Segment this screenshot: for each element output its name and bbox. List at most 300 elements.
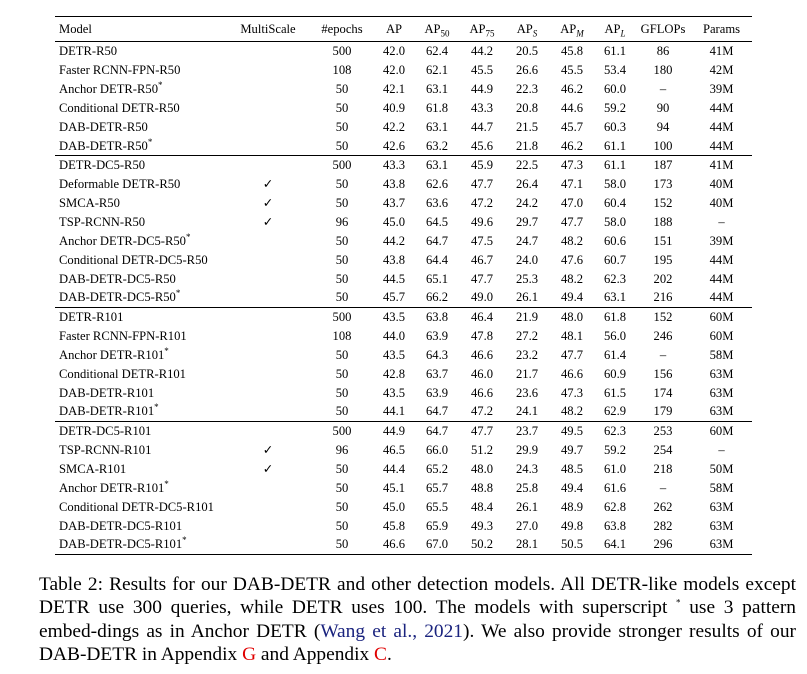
ap-cell: 45.8	[382, 518, 406, 533]
epochs-cell: 50	[335, 177, 349, 192]
epochs-cell: 96	[335, 443, 349, 458]
apl-cell: 60.9	[603, 366, 627, 381]
header-model: Model	[59, 22, 92, 36]
table-row	[55, 117, 752, 136]
apl-cell: 62.3	[603, 271, 627, 286]
gflops-cell: 262	[653, 499, 673, 514]
apm-cell: 44.6	[560, 100, 584, 115]
apm-cell: 46.6	[560, 366, 584, 381]
ap75-cell: 46.4	[470, 310, 494, 325]
model-name: Anchor DETR-R101	[59, 347, 165, 362]
model-name: Faster RCNN-FPN-R50	[59, 63, 181, 78]
ap50-cell: 63.8	[425, 310, 449, 325]
aps-cell: 22.3	[515, 82, 539, 97]
aps-cell: 23.2	[515, 347, 539, 362]
ap75-cell: 50.2	[470, 537, 494, 552]
apl-cell: 61.5	[603, 385, 627, 400]
ap75-cell: 45.6	[470, 138, 494, 153]
gflops-cell: 151	[653, 233, 673, 248]
ap75-cell: 47.8	[470, 329, 494, 344]
ap75-cell: 46.0	[470, 366, 494, 381]
appendix-g-link[interactable]: G	[242, 643, 257, 665]
model-name: Deformable DETR-R50	[59, 177, 181, 192]
aps-cell: 28.1	[515, 537, 539, 552]
params-cell: 63M	[709, 404, 734, 419]
gflops-cell: 94	[656, 119, 670, 134]
model-name: DAB-DETR-R50	[59, 138, 148, 153]
params-cell: 44M	[709, 119, 734, 134]
gflops-cell: 246	[653, 329, 673, 344]
ap-cell: 43.3	[382, 158, 406, 173]
table-group-r101	[55, 307, 752, 421]
pattern-superscript: *	[164, 478, 169, 489]
ap50-cell: 64.3	[425, 347, 449, 362]
aps-cell: 29.7	[515, 215, 539, 230]
params-cell: 44M	[709, 290, 734, 305]
apl-cell: 60.3	[603, 119, 627, 134]
multiscale-cell	[225, 99, 311, 118]
gflops-cell: 173	[653, 177, 673, 192]
header-apm: $AP_M$	[560, 22, 584, 39]
table-row	[55, 460, 752, 479]
ap50-cell: 62.6	[425, 177, 449, 192]
model-name: DAB-DETR-DC5-R101	[59, 518, 183, 533]
model-cell	[55, 156, 225, 175]
params-cell: 63M	[709, 537, 734, 552]
epochs-cell: 500	[332, 424, 352, 439]
header-aps: $AP_S$	[516, 22, 538, 39]
aps-cell: 26.4	[515, 177, 539, 192]
ap-cell: 43.5	[382, 385, 406, 400]
multiscale-cell: ✓	[262, 177, 274, 192]
table-group-dc5-r50	[55, 156, 752, 308]
model-name: Anchor DETR-R50	[59, 82, 158, 97]
apm-cell: 48.9	[560, 499, 584, 514]
apm-cell: 48.1	[560, 329, 584, 344]
multiscale-cell: ✓	[262, 196, 274, 211]
gflops-cell: 174	[653, 385, 673, 400]
params-cell: 41M	[709, 158, 734, 173]
aps-cell: 21.8	[515, 138, 539, 153]
apl-cell: 64.1	[603, 537, 627, 552]
gflops-cell: 187	[653, 158, 673, 173]
ap50-cell: 64.7	[425, 404, 449, 419]
params-cell: 44M	[709, 252, 734, 267]
aps-cell: 21.9	[515, 310, 539, 325]
model-cell	[55, 42, 225, 61]
table-row	[55, 516, 752, 535]
ap-cell: 44.1	[382, 404, 406, 419]
multiscale-cell	[225, 497, 311, 516]
model-name: DETR-DC5-R50	[59, 158, 146, 173]
epochs-cell: 50	[335, 196, 349, 211]
model-name: Anchor DETR-R101	[59, 480, 165, 495]
multiscale-cell	[225, 402, 311, 421]
epochs-cell: 50	[335, 233, 349, 248]
gflops-cell: 86	[656, 44, 670, 59]
multiscale-cell: ✓	[262, 461, 274, 476]
params-cell: 63M	[709, 499, 734, 514]
model-cell	[55, 441, 225, 460]
apl-cell: 62.9	[603, 404, 627, 419]
gflops-cell: 188	[653, 215, 673, 230]
multiscale-cell	[225, 136, 311, 155]
apl-cell: 59.2	[603, 443, 627, 458]
ap-cell: 42.2	[382, 119, 406, 134]
multiscale-cell	[225, 269, 311, 288]
apm-cell: 45.5	[560, 63, 584, 78]
apl-cell: 56.0	[603, 329, 627, 344]
apm-cell: 47.3	[560, 158, 584, 173]
apl-cell: 61.4	[603, 347, 627, 362]
apm-cell: 46.2	[560, 82, 584, 97]
pattern-superscript: *	[147, 136, 153, 147]
ap50-cell: 62.4	[425, 44, 449, 59]
aps-cell: 24.2	[515, 196, 539, 211]
gflops-cell: –	[659, 82, 667, 97]
caption-text-4: and Appendix	[256, 643, 375, 665]
ap-cell: 42.8	[382, 366, 406, 381]
epochs-cell: 500	[332, 158, 352, 173]
gflops-cell: 180	[653, 63, 673, 78]
gflops-cell: –	[659, 480, 667, 495]
ap-cell: 45.0	[382, 499, 406, 514]
apm-cell: 47.1	[560, 177, 584, 192]
apm-cell: 49.4	[560, 480, 584, 495]
apl-cell: 61.8	[603, 310, 627, 325]
params-cell: 40M	[709, 196, 734, 211]
ap-cell: 43.5	[382, 310, 406, 325]
ap50-cell: 63.7	[425, 366, 449, 381]
apm-cell: 48.2	[560, 404, 584, 419]
apl-cell: 60.0	[603, 82, 627, 97]
multiscale-cell	[225, 516, 311, 535]
ap75-cell: 48.0	[470, 461, 494, 476]
pattern-superscript: *	[158, 79, 163, 90]
aps-cell: 23.6	[515, 385, 539, 400]
caption-text-2: use 3 pattern embed-dings as in Anchor DETR (	[39, 597, 796, 642]
table-row	[55, 80, 752, 99]
aps-cell: 29.9	[515, 443, 539, 458]
aps-cell: 20.5	[515, 44, 539, 59]
params-cell: 58M	[709, 347, 734, 362]
aps-cell: 25.3	[515, 271, 539, 286]
table-row	[55, 61, 752, 80]
header-epochs: #epochs	[321, 22, 363, 36]
ap75-cell: 45.5	[470, 63, 494, 78]
ap50-cell: 67.0	[425, 537, 449, 552]
aps-cell: 24.1	[515, 404, 539, 419]
gflops-cell: 218	[653, 461, 673, 476]
gflops-cell: 179	[653, 404, 673, 419]
ap50-cell: 64.7	[425, 424, 449, 439]
aps-cell: 27.0	[515, 518, 539, 533]
epochs-cell: 50	[335, 252, 349, 267]
model-cell	[55, 307, 225, 326]
table-row	[55, 136, 752, 155]
gflops-cell: 152	[653, 196, 673, 211]
model-name: Conditional DETR-DC5-R50	[59, 252, 208, 267]
params-cell: 58M	[709, 480, 734, 495]
caption-text-3: ). We also provide stronger results of our DAB-DETR in Appendix	[39, 620, 796, 665]
aps-cell: 26.1	[515, 499, 539, 514]
ap50-cell: 63.2	[425, 138, 449, 153]
apl-cell: 61.1	[603, 138, 627, 153]
model-name: DAB-DETR-R50	[59, 119, 148, 134]
ap50-cell: 61.8	[425, 100, 449, 115]
header-ap75: $AP_{75}$	[469, 22, 495, 39]
table-row	[55, 175, 752, 194]
aps-cell: 21.5	[515, 119, 539, 134]
ap-cell: 40.9	[382, 100, 406, 115]
aps-cell: 26.1	[515, 290, 539, 305]
table-row	[55, 99, 752, 118]
epochs-cell: 50	[335, 385, 349, 400]
ap75-cell: 49.6	[470, 215, 494, 230]
epochs-cell: 50	[335, 290, 349, 305]
apm-cell: 48.2	[560, 233, 584, 248]
model-name: SMCA-R101	[59, 461, 127, 476]
params-cell: –	[718, 215, 725, 230]
ap-cell: 44.0	[382, 329, 406, 344]
ap50-cell: 64.7	[425, 233, 449, 248]
table-row	[55, 497, 752, 516]
multiscale-cell: ✓	[262, 443, 274, 458]
params-cell: 63M	[709, 385, 734, 400]
apl-cell: 58.0	[603, 177, 627, 192]
apl-cell: 60.6	[603, 233, 627, 248]
table-row	[55, 346, 752, 365]
aps-cell: 24.3	[515, 461, 539, 476]
ap-cell: 44.4	[382, 461, 406, 476]
ap50-cell: 63.1	[425, 158, 449, 173]
multiscale-cell	[225, 383, 311, 402]
ap75-cell: 48.4	[470, 499, 494, 514]
ap50-cell: 63.6	[425, 196, 449, 211]
params-cell: –	[718, 443, 725, 458]
params-cell: 50M	[709, 461, 734, 476]
multiscale-cell	[225, 117, 311, 136]
multiscale-cell	[225, 231, 311, 250]
model-cell	[55, 175, 225, 194]
epochs-cell: 108	[332, 329, 352, 344]
epochs-cell: 50	[335, 119, 349, 134]
epochs-cell: 50	[335, 100, 349, 115]
model-cell	[55, 231, 225, 250]
epochs-cell: 108	[332, 63, 352, 78]
header-gflops: GFLOPs	[640, 22, 686, 36]
gflops-cell: 216	[653, 290, 673, 305]
ap75-cell: 44.2	[470, 44, 494, 59]
multiscale-cell	[225, 364, 311, 383]
header-ap50: $AP_{50}$	[424, 22, 450, 39]
ap75-cell: 47.7	[470, 271, 494, 286]
aps-cell: 25.8	[515, 480, 539, 495]
ap-cell: 44.9	[382, 424, 406, 439]
ap50-cell: 66.0	[425, 443, 449, 458]
apm-cell: 48.2	[560, 271, 584, 286]
model-cell	[55, 327, 225, 346]
pattern-superscript: *	[182, 535, 187, 546]
table-row	[55, 250, 752, 269]
gflops-cell: 254	[653, 443, 673, 458]
multiscale-cell	[225, 61, 311, 80]
ap50-cell: 63.1	[425, 82, 449, 97]
params-cell: 63M	[709, 518, 734, 533]
table-group-dc5-r101	[55, 421, 752, 554]
params-cell: 44M	[709, 271, 734, 286]
table-row	[55, 213, 752, 232]
ap50-cell: 66.2	[425, 290, 449, 305]
multiscale-cell	[225, 156, 311, 175]
citation-link[interactable]: Wang et al., 2021	[320, 620, 463, 642]
ap75-cell: 46.6	[470, 347, 494, 362]
params-cell: 42M	[709, 63, 734, 78]
model-cell	[55, 383, 225, 402]
params-cell: 44M	[709, 138, 734, 153]
model-name: DAB-DETR-R101	[59, 404, 155, 419]
table-row	[55, 441, 752, 460]
model-cell	[55, 364, 225, 383]
ap-cell: 46.6	[382, 537, 406, 552]
epochs-cell: 50	[335, 518, 349, 533]
header-row	[55, 17, 752, 42]
model-name: DAB-DETR-R101	[59, 385, 155, 400]
ap50-cell: 64.5	[425, 215, 449, 230]
apm-cell: 47.3	[560, 385, 584, 400]
ap-cell: 43.8	[382, 252, 406, 267]
gflops-cell: 282	[653, 518, 673, 533]
pattern-superscript: *	[175, 288, 181, 299]
apl-cell: 63.1	[603, 290, 627, 305]
ap-cell: 45.1	[382, 480, 406, 495]
table-row	[55, 307, 752, 326]
apm-cell: 49.8	[560, 518, 584, 533]
ap-cell: 45.0	[382, 215, 406, 230]
epochs-cell: 50	[335, 271, 349, 286]
model-cell	[55, 288, 225, 307]
ap75-cell: 47.5	[470, 233, 494, 248]
model-cell	[55, 402, 225, 421]
table-header	[55, 17, 752, 42]
ap50-cell: 65.2	[425, 461, 449, 476]
gflops-cell: 100	[653, 138, 673, 153]
model-name: TSP-RCNN-R101	[59, 443, 152, 458]
params-cell: 60M	[709, 310, 734, 325]
multiscale-cell	[225, 250, 311, 269]
epochs-cell: 50	[335, 82, 349, 97]
multiscale-cell	[225, 42, 311, 61]
table-row	[55, 156, 752, 175]
pattern-superscript: *	[154, 402, 159, 413]
gflops-cell: 195	[653, 252, 673, 267]
apm-cell: 47.6	[560, 252, 584, 267]
apl-cell: 53.4	[603, 63, 627, 78]
appendix-c-link[interactable]: C	[374, 643, 387, 665]
header-multiscale: MultiScale	[240, 22, 296, 36]
params-cell: 41M	[709, 44, 734, 59]
caption-text-1: Table 2: Results for our DAB-DETR and other detection models. All DETR-like models except DETR use 300 queries, while DETR uses 100. The models with superscript	[39, 574, 796, 619]
ap75-cell: 47.7	[470, 424, 494, 439]
model-name: Faster RCNN-FPN-R101	[59, 329, 187, 344]
ap-cell: 42.1	[382, 82, 406, 97]
epochs-cell: 50	[335, 138, 349, 153]
apm-cell: 46.2	[560, 138, 584, 153]
model-name: DETR-R101	[59, 310, 124, 325]
ap75-cell: 46.7	[470, 252, 494, 267]
apl-cell: 61.0	[603, 461, 627, 476]
model-name: Conditional DETR-R101	[59, 366, 186, 381]
model-name: DETR-DC5-R101	[59, 424, 152, 439]
ap75-cell: 44.7	[470, 119, 494, 134]
header-apl: $AP_L$	[604, 22, 626, 39]
table-row	[55, 478, 752, 497]
params-cell: 40M	[709, 177, 734, 192]
model-cell	[55, 516, 225, 535]
ap75-cell: 49.3	[470, 518, 494, 533]
apl-cell: 63.8	[603, 518, 627, 533]
ap75-cell: 49.0	[470, 290, 494, 305]
model-name: DAB-DETR-DC5-R50	[59, 290, 176, 305]
gflops-cell: 202	[653, 271, 673, 286]
table-row	[55, 364, 752, 383]
model-name: Anchor DETR-DC5-R50	[59, 233, 186, 248]
apl-cell: 61.1	[603, 44, 627, 59]
multiscale-cell	[225, 478, 311, 497]
gflops-cell: 253	[653, 424, 673, 439]
params-cell: 60M	[709, 424, 734, 439]
ap50-cell: 65.5	[425, 499, 449, 514]
aps-cell: 21.7	[515, 366, 539, 381]
ap75-cell: 44.9	[470, 82, 494, 97]
ap-cell: 44.2	[382, 233, 406, 248]
apm-cell: 47.0	[560, 196, 584, 211]
ap-cell: 42.6	[382, 138, 406, 153]
table-group-r50	[55, 42, 752, 156]
ap50-cell: 65.7	[425, 480, 449, 495]
epochs-cell: 50	[335, 480, 349, 495]
params-cell: 39M	[709, 82, 734, 97]
caption-superscript: *	[676, 597, 681, 608]
params-cell: 63M	[709, 366, 734, 381]
ap75-cell: 45.9	[470, 158, 494, 173]
ap50-cell: 64.4	[425, 252, 449, 267]
apl-cell: 60.7	[603, 252, 627, 267]
ap75-cell: 47.2	[470, 404, 494, 419]
params-cell: 60M	[709, 329, 734, 344]
model-cell	[55, 535, 225, 554]
ap-cell: 42.0	[382, 44, 406, 59]
aps-cell: 26.6	[515, 63, 539, 78]
aps-cell: 22.5	[515, 158, 539, 173]
ap-cell: 43.5	[382, 347, 406, 362]
ap75-cell: 47.7	[470, 177, 494, 192]
model-cell	[55, 497, 225, 516]
ap75-cell: 43.3	[470, 100, 494, 115]
table-row	[55, 421, 752, 440]
epochs-cell: 500	[332, 310, 352, 325]
ap50-cell: 63.9	[425, 329, 449, 344]
apm-cell: 45.7	[560, 119, 584, 134]
multiscale-cell	[225, 307, 311, 326]
epochs-cell: 50	[335, 404, 349, 419]
gflops-cell: 152	[653, 310, 673, 325]
epochs-cell: 50	[335, 366, 349, 381]
caption-text-5: .	[386, 643, 392, 665]
apl-cell: 60.4	[603, 196, 627, 211]
aps-cell: 24.0	[515, 252, 539, 267]
multiscale-cell	[225, 421, 311, 440]
